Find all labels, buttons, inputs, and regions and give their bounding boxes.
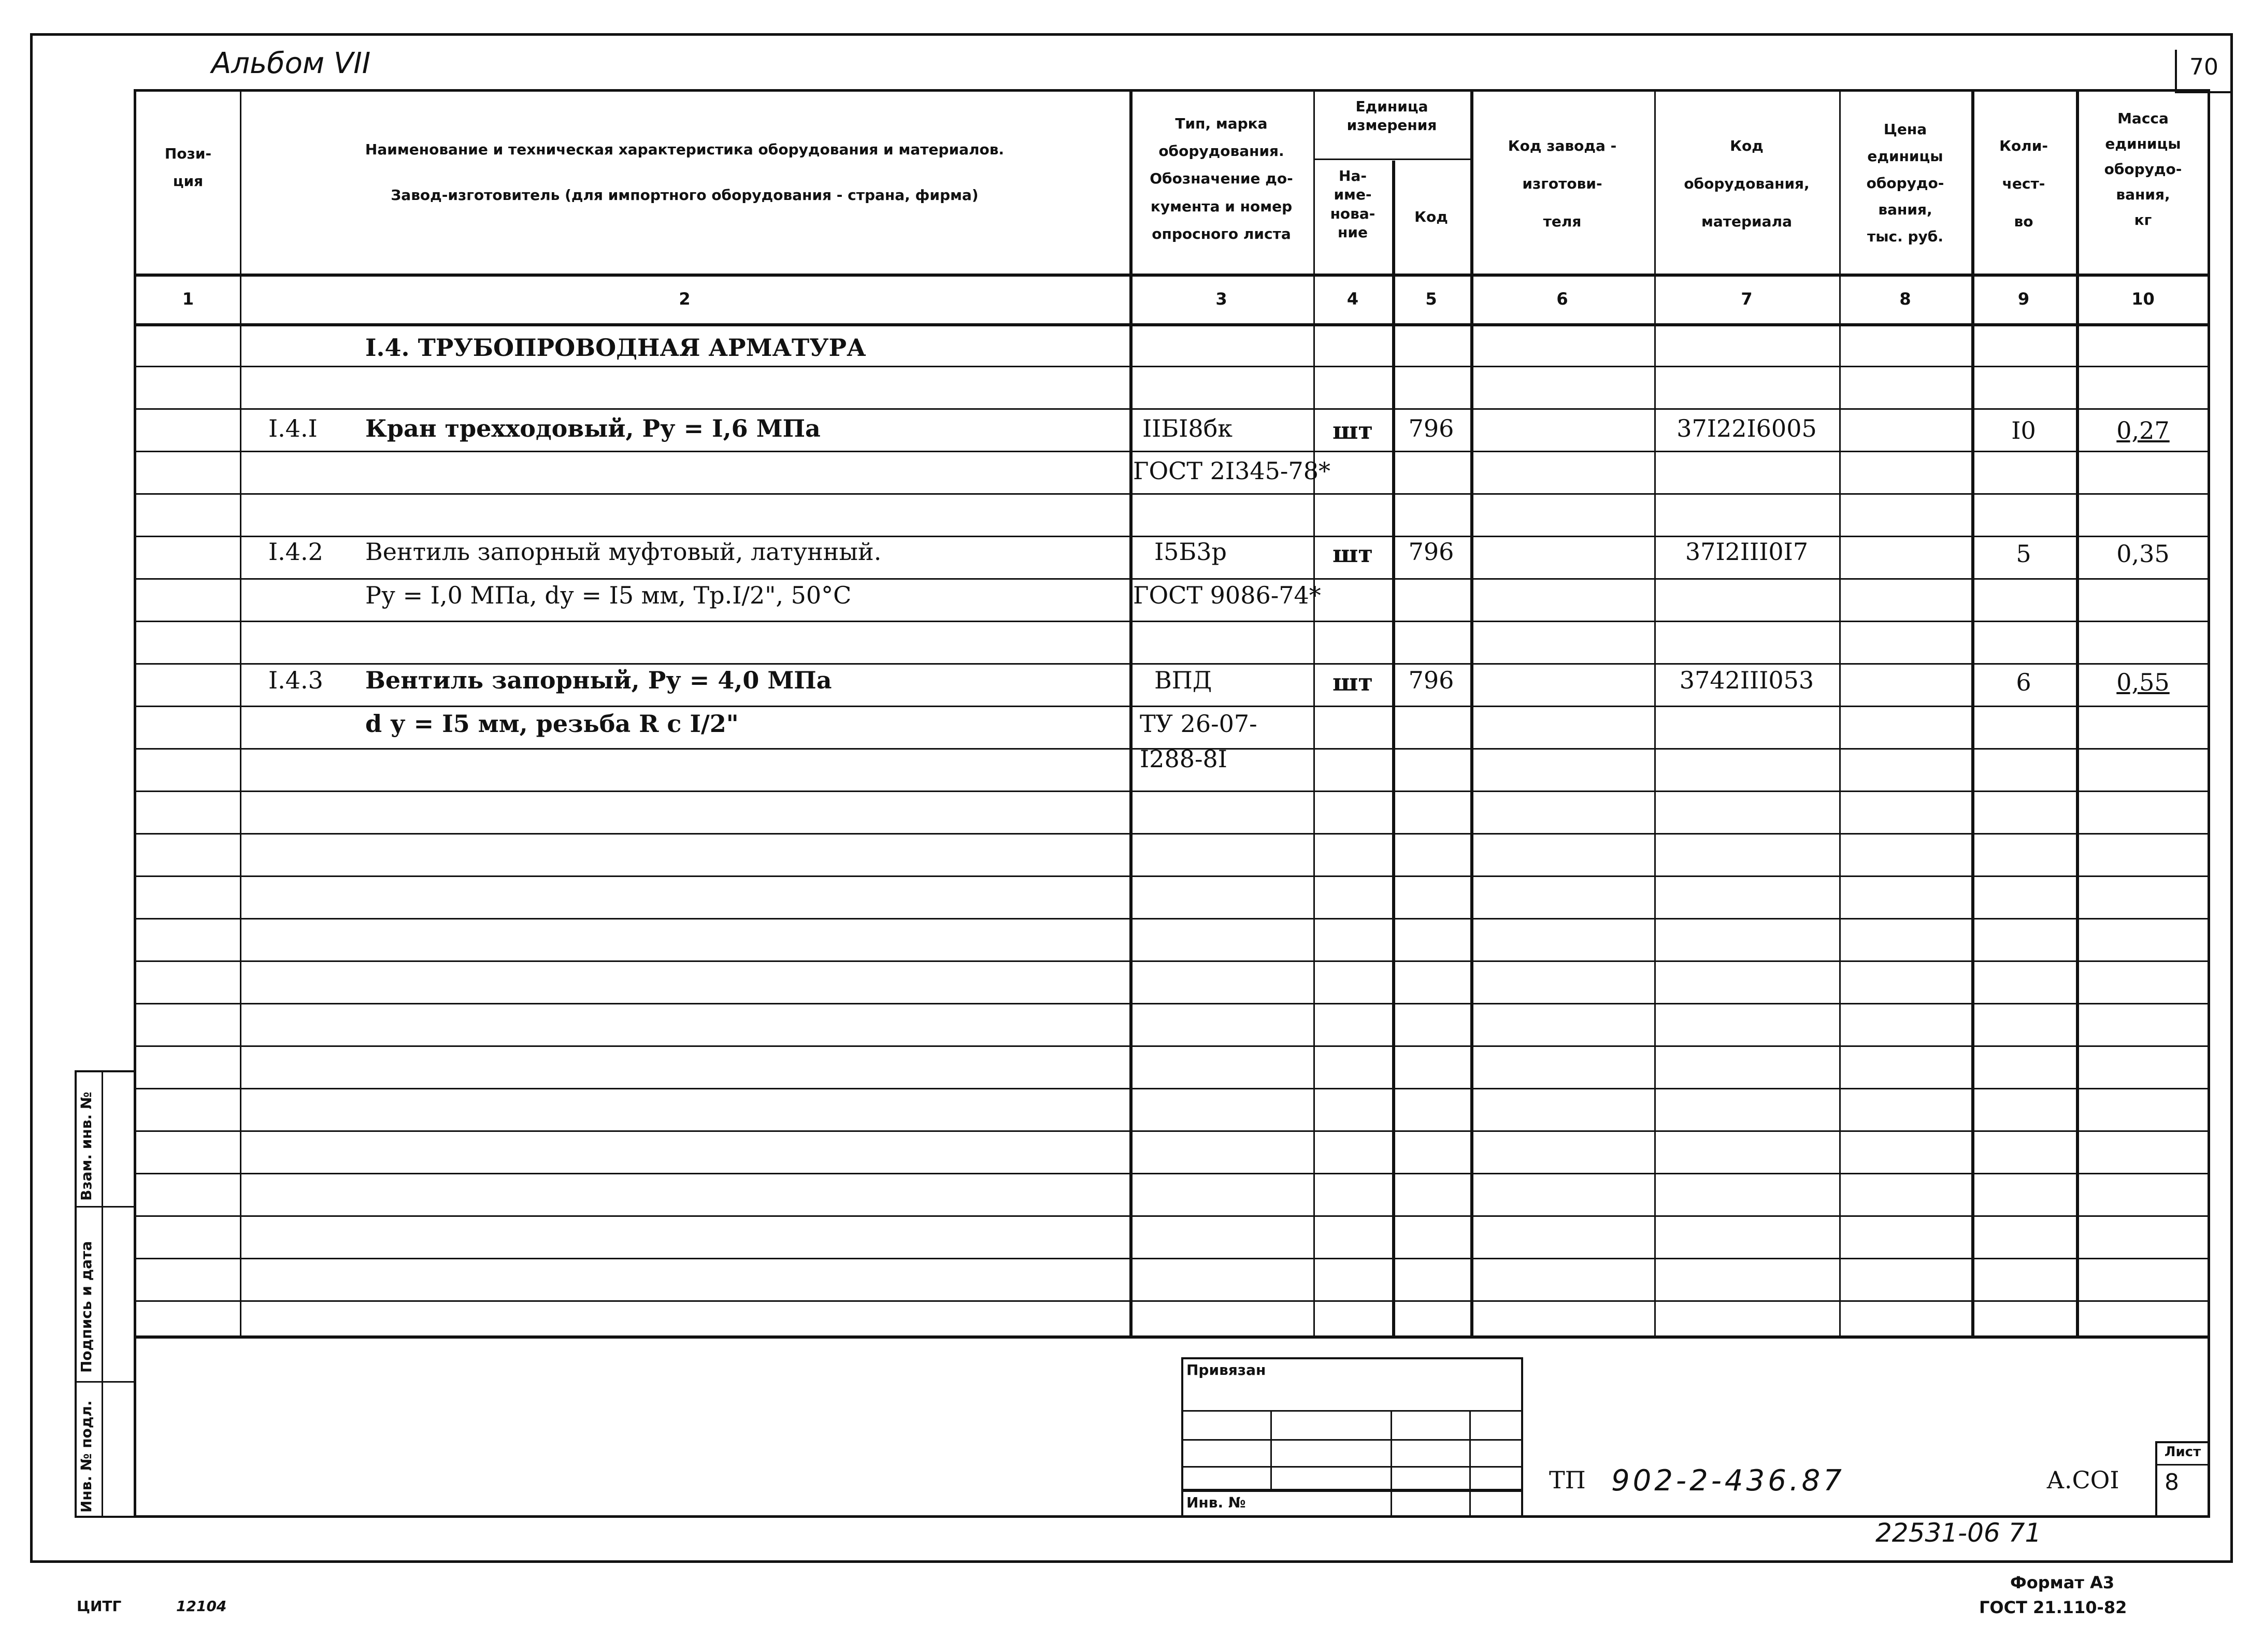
item-document-line2: I288-8I — [1140, 745, 1227, 773]
side-stamp-divider — [102, 1070, 103, 1518]
column-number: 7 — [1741, 289, 1753, 309]
table-row-line — [134, 960, 2210, 962]
table-row-line — [134, 875, 2210, 877]
item-unit: шт — [1332, 416, 1373, 444]
item-mass: 0,35 — [2116, 540, 2170, 568]
page-number: 70 — [2189, 54, 2218, 80]
list-label: Лист — [2164, 1444, 2201, 1460]
item-document: ГОСТ 9086-74* — [1133, 581, 1321, 609]
item-type: IIБI8бк — [1142, 414, 1233, 442]
item-position: I.4.I — [268, 414, 318, 442]
doc-code-prefix: ТП — [1549, 1466, 1586, 1494]
print-mark-number: 12104 — [176, 1598, 227, 1615]
item-name-line2: d у = I5 мм, резьба R с I/2" — [365, 710, 739, 738]
item-unit: шт — [1332, 540, 1373, 568]
header-bottom-line — [134, 274, 2210, 277]
stamp-line — [1181, 1466, 1523, 1468]
header-col9: Коли- чест- во — [1999, 137, 2048, 230]
item-unit-code: 796 — [1408, 414, 1454, 442]
print-mark-left: ЦИТГ — [77, 1598, 122, 1615]
colnum-bottom-line — [134, 323, 2210, 326]
table-row-line — [134, 366, 2210, 367]
table-row-line — [134, 1300, 2210, 1302]
table-row-line — [134, 1045, 2210, 1047]
album-label: Альбом VII — [211, 47, 371, 80]
doc-code: 902-2-436.87 — [1611, 1464, 1845, 1498]
table-row-line — [134, 791, 2210, 792]
item-code: 37I2III0I7 — [1685, 538, 1809, 566]
body-bottom-line — [134, 1335, 2210, 1339]
side-stamp-signature-date: Подпись и дата — [78, 1241, 95, 1373]
item-document: ТУ 26-07- — [1140, 710, 1257, 738]
item-mass: 0,55 — [2116, 668, 2170, 696]
side-stamp-inv-podl: Инв. № подл. — [78, 1400, 95, 1513]
stamp-line — [1391, 1410, 1392, 1518]
table-row-line — [134, 1173, 2210, 1174]
section-title: I.4. ТРУБОПРОВОДНАЯ АРМАТУРА — [365, 334, 866, 362]
table-row-line — [134, 918, 2210, 920]
item-name: Вентиль запорный муфтовый, латунный. — [365, 538, 882, 566]
side-stamp-divider — [75, 1206, 136, 1208]
header-col2-line2: Завод-изготовитель (для импортного оборудования - страна, фирма) — [391, 186, 979, 204]
table-row-line — [134, 833, 2210, 835]
header-col3: Тип, марка оборудования. Обозначение до- кумента и номер опросного листа — [1150, 115, 1293, 242]
item-quantity: 5 — [2016, 540, 2031, 568]
item-name: Кран трехходовый, Ру = I,6 МПа — [365, 414, 821, 442]
table-row-line — [134, 451, 2210, 452]
gost-label: ГОСТ 21.110-82 — [1979, 1598, 2127, 1617]
header-col10: Масса единицы оборудо- вания, кг — [2104, 110, 2182, 228]
column-number: 3 — [1215, 289, 1227, 309]
item-quantity: 6 — [2016, 668, 2031, 696]
table-row-line — [134, 493, 2210, 495]
stamp-line — [1181, 1410, 1523, 1412]
item-quantity: I0 — [2011, 416, 2036, 444]
order-number: 22531-06 71 — [1875, 1518, 2042, 1548]
item-position: I.4.2 — [268, 538, 323, 566]
stamp-line — [1270, 1410, 1272, 1491]
stamp-line — [1181, 1439, 1523, 1441]
column-number: 2 — [679, 289, 691, 309]
header-col8: Цена единицы оборудо- вания, тыс. руб. — [1866, 121, 1944, 246]
header-col7: Код оборудования, материала — [1684, 137, 1810, 230]
item-unit-code: 796 — [1408, 666, 1454, 694]
column-number: 6 — [1556, 289, 1568, 309]
column-number: 10 — [2131, 289, 2155, 309]
header-col5: Код — [1414, 208, 1448, 225]
unit-subheader-line — [1313, 159, 1470, 160]
table-row-line — [134, 1258, 2210, 1259]
item-code: 37I22I6005 — [1676, 414, 1817, 442]
item-position: I.4.3 — [268, 666, 323, 694]
table-row-line — [134, 1088, 2210, 1089]
item-name: Вентиль запорный, Ру = 4,0 МПа — [365, 666, 832, 694]
table-row-line — [134, 1003, 2210, 1004]
stamp-line — [1469, 1410, 1471, 1518]
table-row-line — [134, 621, 2210, 622]
column-number: 5 — [1425, 289, 1437, 309]
header-col4: На- име- нова- ние — [1330, 167, 1375, 241]
item-unit: шт — [1332, 668, 1373, 696]
table-row-line — [134, 706, 2210, 707]
header-unit-group: Единица измерения — [1346, 98, 1437, 134]
table-row-line — [134, 408, 2210, 410]
item-document: ГОСТ 2I345-78* — [1133, 457, 1330, 485]
list-number: 8 — [2165, 1469, 2179, 1496]
column-number: 1 — [182, 289, 194, 309]
item-code: 3742III053 — [1679, 666, 1814, 694]
stamp-line — [1181, 1489, 1523, 1492]
privyazan-label: Привязан — [1186, 1361, 1266, 1378]
inv-no-label: Инв. № — [1186, 1494, 1246, 1511]
table-row-line — [134, 536, 2210, 537]
side-stamp-vzam-inv: Взам. инв. № — [78, 1091, 95, 1201]
sheet-code: А.COI — [2046, 1466, 2119, 1494]
header-col2-line1: Наименование и техническая характеристика оборудования и материалов. — [365, 141, 1005, 158]
header-col1: Пози- ция — [164, 145, 212, 190]
column-number: 8 — [1899, 289, 1911, 309]
item-name-line2: Ру = I,0 МПа, dу = I5 мм, Тр.I/2", 50°С — [365, 581, 852, 609]
column-number: 9 — [2017, 289, 2030, 309]
item-type: ВПД — [1154, 666, 1212, 694]
side-stamp-divider — [75, 1381, 136, 1383]
column-number: 4 — [1346, 289, 1359, 309]
format-label: Формат А3 — [2010, 1573, 2115, 1592]
item-type: I5Б3р — [1154, 538, 1227, 566]
table-row-line — [134, 578, 2210, 580]
item-unit-code: 796 — [1408, 538, 1454, 566]
table-row-line — [134, 1130, 2210, 1132]
table-row-line — [134, 1215, 2210, 1217]
header-col6: Код завода - изготови- теля — [1508, 137, 1617, 230]
list-box-divider — [2155, 1464, 2210, 1466]
item-mass: 0,27 — [2116, 416, 2170, 444]
table-row-line — [134, 663, 2210, 665]
